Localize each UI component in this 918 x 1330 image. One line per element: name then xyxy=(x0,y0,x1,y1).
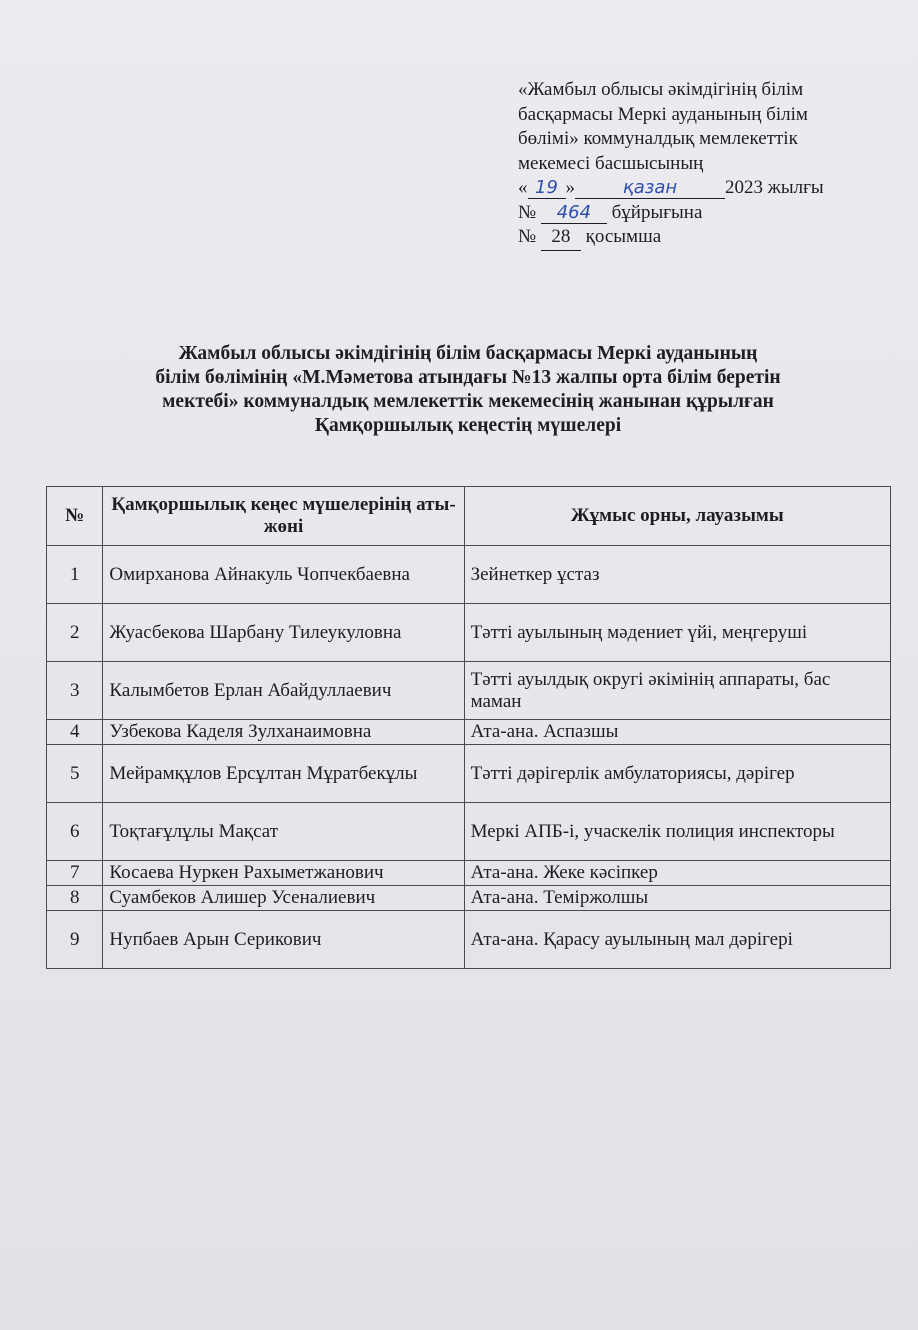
row-num: 1 xyxy=(47,546,103,604)
header-job: Жұмыс орны, лауазымы xyxy=(464,487,890,546)
table-row xyxy=(47,604,891,662)
row-name: Мейрамқұлов Ерсұлтан Мұратбекұлы xyxy=(103,745,464,803)
order-number-line xyxy=(518,201,898,226)
row-name: Суамбеков Алишер Усеналиевич xyxy=(103,886,464,911)
table-row xyxy=(47,662,891,720)
row-num: 8 xyxy=(47,886,103,911)
row-name: Нупбаев Арын Серикович xyxy=(103,911,464,969)
members-table xyxy=(46,486,891,969)
row-num: 9 xyxy=(47,911,103,969)
annex-number-sign: № xyxy=(518,226,537,247)
annex-line xyxy=(518,225,898,251)
document-title xyxy=(48,342,888,438)
title-line: мектебі» коммуналдық мемлекеттік мекемесінің жанынан құрылған xyxy=(162,391,774,412)
table-row xyxy=(47,911,891,969)
table-header-row xyxy=(47,487,891,546)
order-suffix: бұйрығына xyxy=(611,201,703,223)
row-name: Узбекова Каделя Зулханаимовна xyxy=(103,720,464,745)
header-line: бөлімі» коммуналдық мемлекеттік xyxy=(518,128,798,149)
table-row xyxy=(47,720,891,745)
date-year: 2023 жылғы xyxy=(725,177,824,198)
header-num: № xyxy=(47,487,103,546)
title-line: білім бөлімінің «М.Мәметова атындағы №13 жалпы орта білім беретін xyxy=(155,367,781,388)
row-name: Тоқтағұлұлы Мақсат xyxy=(103,803,464,861)
row-num: 4 xyxy=(47,720,103,745)
date-close-quote: » xyxy=(565,177,575,198)
header-line: басқармасы Меркі ауданының білім xyxy=(518,103,808,125)
row-name: Жуасбекова Шарбану Тилеукуловна xyxy=(103,604,464,662)
row-job: Ата-ана. Қарасу ауылының мал дәрігері xyxy=(464,911,890,969)
row-job: Ата-ана. Аспазшы xyxy=(464,720,890,745)
table-row xyxy=(47,803,891,861)
annex-number: 28 xyxy=(541,225,581,251)
row-job: Зейнеткер ұстаз xyxy=(464,546,890,604)
row-job: Тәтті дәрігерлік амбулаториясы, дәрігер xyxy=(464,745,890,803)
date-open-quote: « xyxy=(518,177,528,198)
row-name: Косаева Нуркен Рахыметжанович xyxy=(103,861,464,886)
row-num: 2 xyxy=(47,604,103,662)
row-job: Меркі АПБ-і, учаскелік полиция инспекторы xyxy=(464,803,890,861)
row-num: 6 xyxy=(47,803,103,861)
row-num: 3 xyxy=(47,662,103,720)
row-job: Тәтті ауылының мәдениет үйі, меңгеруші xyxy=(464,604,890,662)
table-row xyxy=(47,745,891,803)
row-job: Ата-ана. Жеке кәсіпкер xyxy=(464,861,890,886)
title-line: Жамбыл облысы әкімдігінің білім басқармасы Меркі ауданының xyxy=(178,343,758,364)
annex-suffix: қосымша xyxy=(585,226,662,247)
row-num: 5 xyxy=(47,745,103,803)
row-job: Ата-ана. Теміржолшы xyxy=(464,886,890,911)
table-row xyxy=(47,886,891,911)
table-row xyxy=(47,861,891,886)
handwritten-day: 19 xyxy=(528,178,566,199)
row-num: 7 xyxy=(47,861,103,886)
order-number-sign: № xyxy=(518,201,537,223)
order-date-line xyxy=(518,176,898,201)
title-line: Қамқоршылық кеңестің мүшелері xyxy=(314,415,622,436)
approval-header xyxy=(518,78,898,251)
table-row xyxy=(47,546,891,604)
row-name: Омирханова Айнакуль Чопчекбаевна xyxy=(103,546,464,604)
handwritten-order-number: 464 xyxy=(541,203,607,224)
row-job: Тәтті ауылдық округі әкімінің аппараты, бас маман xyxy=(464,662,890,720)
header-line: «Жамбыл облысы әкімдігінің білім xyxy=(518,79,804,100)
header-name: Қамқоршылық кеңес мүшелерінің аты-жөні xyxy=(103,487,464,546)
row-name: Калымбетов Ерлан Абайдуллаевич xyxy=(103,662,464,720)
handwritten-month: қазан xyxy=(575,178,725,199)
header-line: мекемесі басшысының xyxy=(518,152,704,174)
